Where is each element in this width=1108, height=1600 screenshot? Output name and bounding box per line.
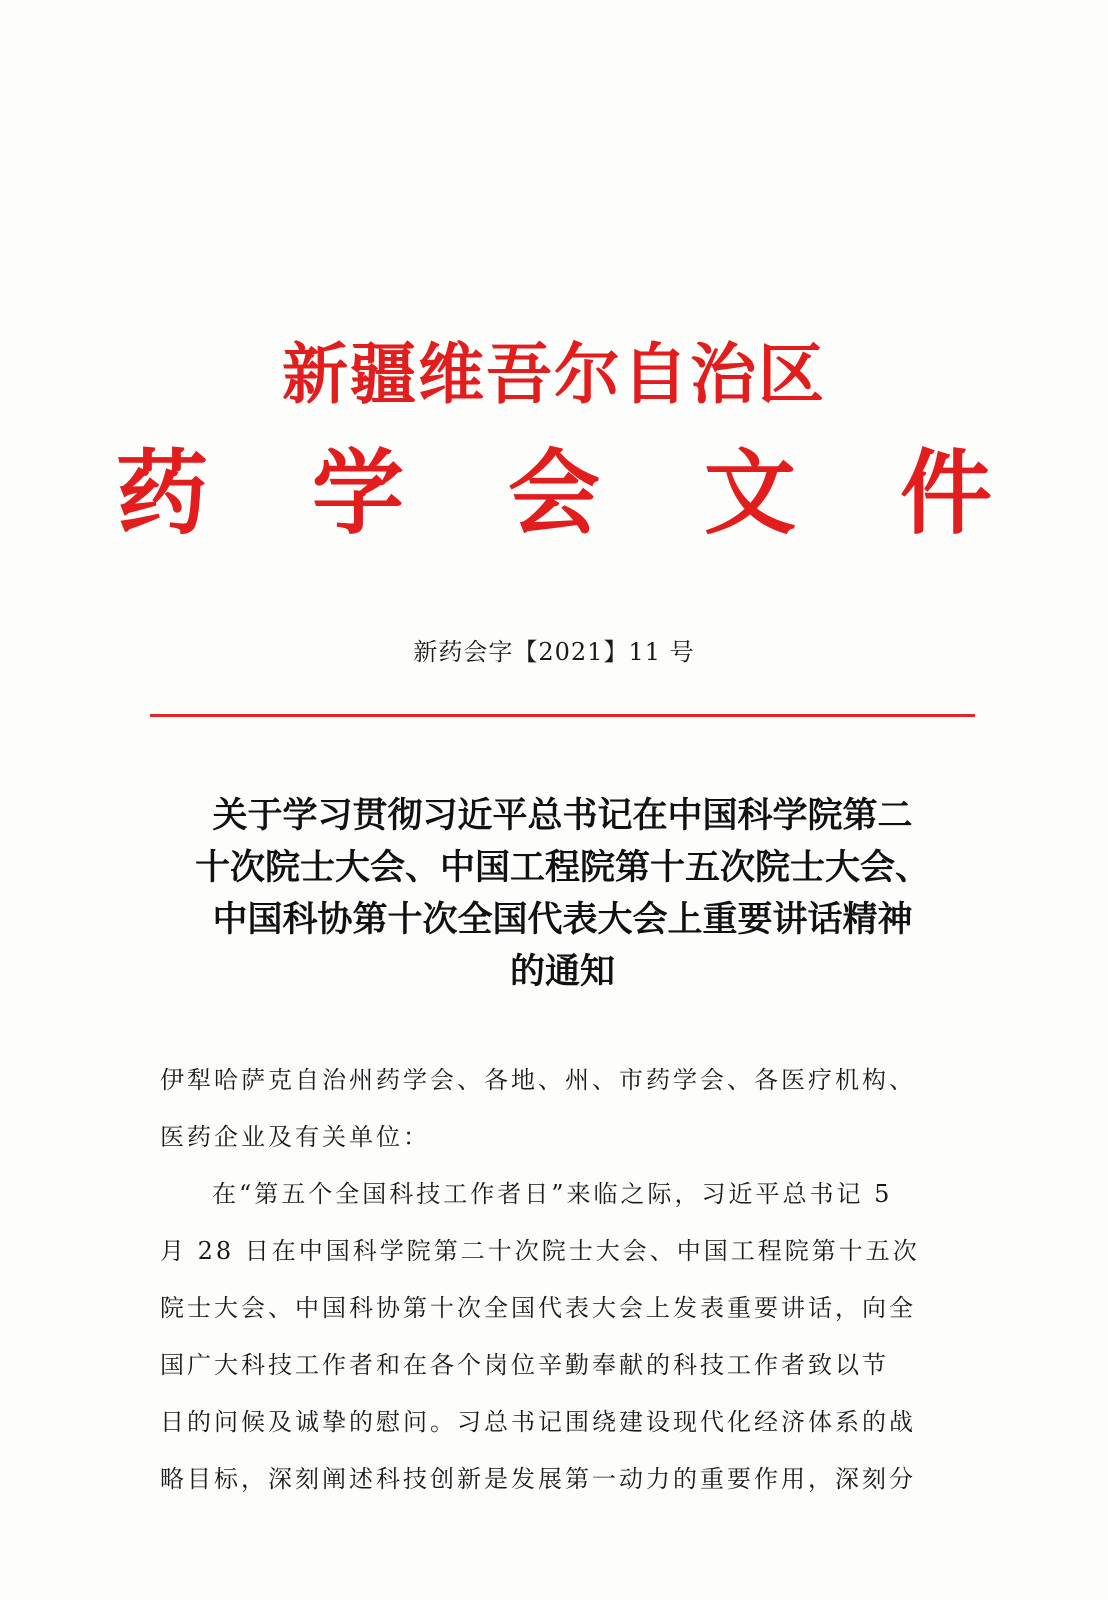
salutation-line: 医药企业及有关单位： (160, 1123, 430, 1151)
title-line: 十次院士大会、中国工程院第十五次院士大会、 (194, 847, 930, 888)
paragraph-line: 略目标，深刻阐述科技创新是发展第一动力的重要作用，深刻分 (160, 1465, 916, 1493)
paragraph-line: 在“第五个全国科技工作者日”来临之际，习近平总书记 5 (212, 1180, 893, 1208)
paragraph-line: 院士大会、中国科协第十次全国代表大会上发表重要讲话，向全 (160, 1294, 916, 1322)
issuer-region: 新疆维吾尔自治区 (282, 335, 826, 413)
title-line: 关于学习贯彻习近平总书记在中国科学院第二 (212, 795, 913, 836)
document-title (140, 790, 985, 998)
document-number: 新药会字【2021】11 号 (413, 638, 695, 666)
document-body (160, 1052, 980, 1508)
salutation-line: 伊犁哈萨克自治州药学会、各地、州、市药学会、各医疗机构、 (160, 1066, 916, 1094)
red-divider (150, 714, 975, 717)
paragraph-line: 国广大科技工作者和在各个岗位辛勤奉献的科技工作者致以节 (160, 1351, 889, 1379)
paragraph-line: 日的问候及诚挚的慰问。习总书记围绕建设现代化经济体系的战 (160, 1408, 916, 1436)
title-line: 中国科协第十次全国代表大会上重要讲话精神 (212, 899, 913, 940)
issuer-title: 药 学 会 文 件 (115, 439, 1029, 547)
paragraph-line: 月 28 日在中国科学院第二十次院士大会、中国工程院第十五次 (160, 1237, 920, 1265)
title-line: 的通知 (509, 951, 615, 992)
